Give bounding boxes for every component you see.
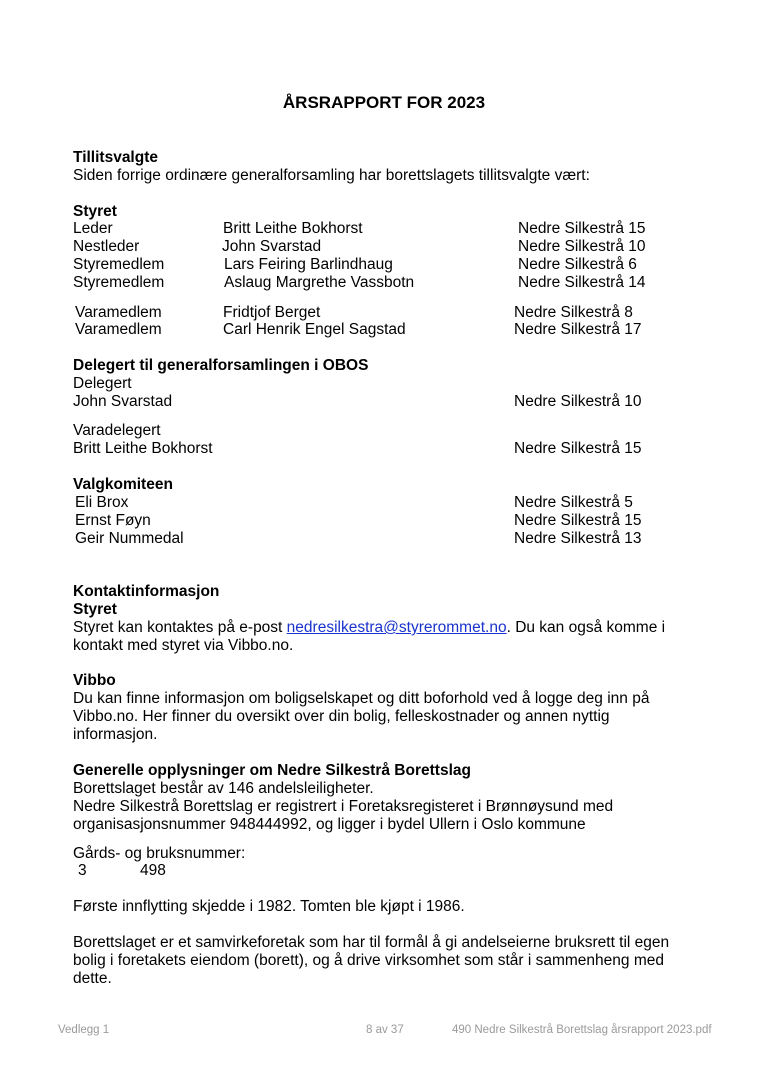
varadelegert-label: Varadelegert — [73, 422, 161, 439]
member-name: Ernst Føyn — [75, 512, 151, 529]
member-address: Nedre Silkestrå 5 — [514, 494, 633, 511]
member-name: Aslaug Margrethe Vassbotn — [224, 274, 415, 291]
role: Varamedlem — [75, 321, 162, 338]
member-address: Nedre Silkestrå 17 — [514, 321, 642, 338]
kontakt-styret-text — [73, 619, 665, 637]
styret-heading: Styret — [73, 203, 117, 220]
delegert-name: John Svarstad — [73, 393, 173, 410]
kontakt-styret-heading: Styret — [73, 601, 117, 618]
member-name: Carl Henrik Engel Sagstad — [223, 321, 406, 338]
delegert-address: Nedre Silkestrå 10 — [514, 393, 642, 410]
generelle-line: Nedre Silkestrå Borettslag er registrert i Foretaksregisteret i Brønnøysund med — [73, 798, 614, 815]
generelle-line: Borettslaget består av 146 andelsleiligheter. — [73, 780, 374, 797]
formal-line: dette. — [73, 970, 112, 987]
member-address: Nedre Silkestrå 15 — [514, 512, 642, 529]
member-address: Nedre Silkestrå 8 — [514, 304, 633, 321]
vibbo-heading: Vibbo — [73, 672, 116, 689]
member-name: John Svarstad — [222, 238, 322, 255]
footer-left: Vedlegg 1 — [58, 1024, 110, 1036]
member-address: Nedre Silkestrå 14 — [518, 274, 646, 291]
delegert-heading: Delegert til generalforsamlingen i OBOS — [73, 357, 369, 374]
role: Styremedlem — [73, 274, 165, 291]
varadelegert-address: Nedre Silkestrå 15 — [514, 440, 642, 457]
member-address: Nedre Silkestrå 15 — [518, 220, 646, 237]
formal-line: Borettslaget er et samvirkeforetak som har til formål å gi andelseierne bruksrett til egen — [73, 934, 670, 951]
varadelegert-name: Britt Leithe Bokhorst — [73, 440, 213, 457]
member-address: Nedre Silkestrå 10 — [518, 238, 646, 255]
bnr-value: 498 — [140, 862, 166, 879]
member-address: Nedre Silkestrå 13 — [514, 530, 642, 547]
vibbo-line: Vibbo.no. Her finner du oversikt over din bolig, felleskostnader og annen nyttig — [73, 708, 610, 725]
styret-text-pre: Styret kan kontaktes på e-post — [73, 619, 287, 636]
page-title: ÅRSRAPPORT FOR 2023 — [282, 93, 486, 112]
generelle-line: organisasjonsnummer 948444992, og ligger i bydel Ullern i Oslo kommune — [73, 816, 586, 833]
email-link[interactable]: nedresilkestra@styrerommet.no — [286, 619, 507, 636]
member-name: Lars Feiring Barlindhaug — [224, 256, 393, 273]
innflytting-text: Første innflytting skjedde i 1982. Tomten ble kjøpt i 1986. — [73, 898, 465, 915]
member-address: Nedre Silkestrå 6 — [518, 256, 637, 273]
vibbo-line: informasjon. — [73, 726, 158, 743]
kontakt-styret-text-line2: kontakt med styret via Vibbo.no. — [73, 637, 294, 654]
vibbo-line: Du kan finne informasjon om boligselskapet og ditt boforhold ved å logge deg inn på — [73, 690, 650, 707]
member-name: Geir Nummedal — [75, 530, 184, 547]
kontakt-heading: Kontaktinformasjon — [73, 583, 220, 600]
role: Leder — [73, 220, 113, 237]
delegert-label: Delegert — [73, 375, 132, 392]
tillitsvalgte-intro: Siden forrige ordinære generalforsamling har borettslagets tillitsvalgte vært: — [73, 167, 590, 184]
member-name: Fridtjof Berget — [223, 304, 321, 321]
generelle-heading: Generelle opplysninger om Nedre Silkestrå Borettslag — [73, 762, 471, 779]
role: Nestleder — [73, 238, 140, 255]
role: Varamedlem — [75, 304, 162, 321]
formal-line: bolig i foretakets eiendom (borett), og å drive virksomhet som står i sammenheng med — [73, 952, 664, 969]
tillitsvalgte-heading: Tillitsvalgte — [73, 149, 158, 166]
gnr-value: 3 — [78, 862, 87, 879]
role: Styremedlem — [73, 256, 165, 273]
styret-text-post: . Du kan også komme i — [506, 619, 666, 636]
footer-filename: 490 Nedre Silkestrå Borettslag årsrapport 2023.pdf — [452, 1024, 712, 1036]
footer-page-number: 8 av 37 — [366, 1024, 404, 1036]
gards-label: Gårds- og bruksnummer: — [73, 845, 246, 862]
member-name: Eli Brox — [75, 494, 129, 511]
member-name: Britt Leithe Bokhorst — [223, 220, 363, 237]
valgkomiteen-heading: Valgkomiteen — [73, 476, 173, 493]
